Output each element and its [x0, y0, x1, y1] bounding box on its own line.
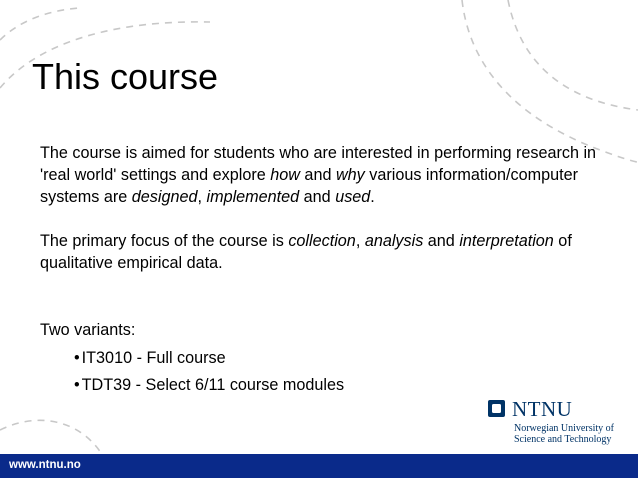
logo-name: NTNU	[512, 397, 573, 421]
text-run: ,	[197, 188, 207, 206]
logo-subtitle: Norwegian University of Science and Technology	[514, 423, 614, 445]
text-run: ,	[355, 232, 365, 250]
dashed-arc-right	[508, 0, 638, 110]
emphasis-text: how	[270, 166, 300, 184]
emphasis-text: collection	[288, 232, 356, 250]
text-run: and	[423, 232, 460, 250]
variants-list	[74, 345, 600, 399]
emphasis-text: why	[335, 166, 365, 184]
text-run: various information/computer systems are	[40, 166, 578, 206]
emphasis-text: implemented	[206, 188, 300, 206]
slide-title: This course	[32, 56, 219, 97]
dashed-arc-top-left-small	[0, 8, 80, 40]
emphasis-text: designed	[131, 188, 198, 206]
text-run: and	[299, 166, 336, 184]
dashed-arc-top-right	[462, 0, 638, 163]
bullet-icon: •	[74, 349, 80, 367]
paragraph-primary-focus	[40, 230, 600, 274]
text-run: of qualitative empirical data.	[40, 232, 572, 272]
emphasis-text: analysis	[364, 232, 424, 250]
footer-bar	[0, 454, 638, 478]
emphasis-text: used	[335, 188, 371, 206]
footer-url-link[interactable]: www.ntnu.no	[9, 459, 81, 471]
bullet-icon: •	[74, 376, 80, 394]
list-item: • IT3010 - Full course	[74, 349, 226, 367]
slide-body	[40, 142, 600, 399]
list-item: • TDT39 - Select 6/11 course modules	[74, 376, 345, 394]
text-run: .	[370, 188, 375, 206]
emphasis-text: interpretation	[459, 232, 554, 250]
text-run: and	[299, 188, 336, 206]
text-run: The primary focus of the course is	[40, 232, 289, 250]
variants-label: Two variants:	[40, 321, 136, 339]
text-run: The course is aimed for students who are interested in performing research in 'real world' settings and explore	[40, 144, 597, 184]
ntnu-logo-mark-icon	[488, 400, 505, 417]
paragraph-course-aim	[40, 142, 600, 208]
